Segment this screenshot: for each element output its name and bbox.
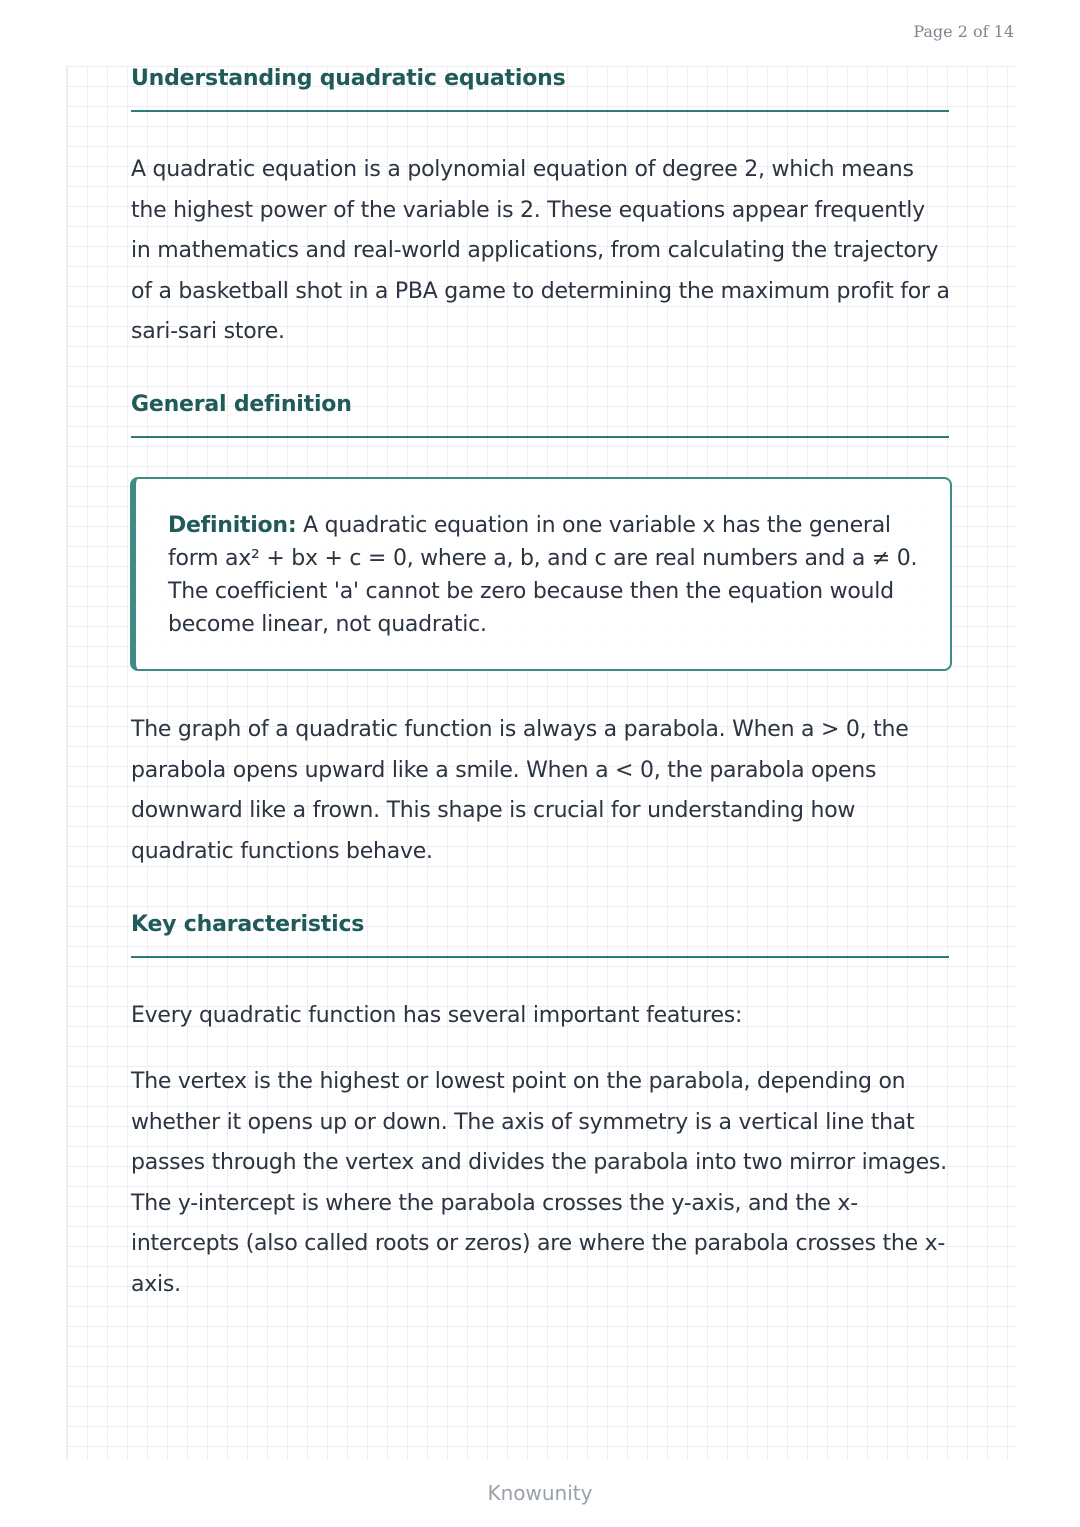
section-heading-characteristics: Key characteristics	[131, 912, 365, 937]
definition-text	[168, 509, 920, 641]
definition-label: Definition:	[168, 513, 297, 538]
definition-section	[131, 392, 949, 417]
characteristics-paragraph-block	[131, 1062, 951, 1305]
graph-paragraph: The graph of a quadratic function is always a parabola. When a > 0, the parabola opens upward like a smile. When a < 0, the parabola opens downward like a frown. This shape is crucial for understanding how quadratic functions behave.	[131, 717, 909, 864]
characteristics-intro-block	[131, 996, 949, 1037]
characteristics-paragraph: The vertex is the highest or lowest point on the parabola, depending on whether it opens up or down. The axis of symmetry is a vertical line that passes through the vertex and divides the parabola into two mirror images. The y-intercept is where the parabola crosses the y-axis, and the x-intercepts (also called roots or zeros) are where the parabola crosses the x-axis.	[131, 1069, 947, 1297]
intro-section	[131, 66, 949, 91]
characteristics-intro: Every quadratic function has several important features:	[131, 1003, 743, 1028]
intro-paragraph-block	[131, 150, 951, 353]
graph-paragraph-block	[131, 710, 951, 872]
section-heading-intro: Understanding quadratic equations	[131, 66, 566, 91]
intro-paragraph: A quadratic equation is a polynomial equation of degree 2, which means the highest power of the variable is 2. These equations appear frequently in mathematics and real-world applications, from calculating the trajectory of a basketball shot in a PBA game to determining the maximum profit for a sari-sari store.	[131, 157, 950, 344]
characteristics-section	[131, 912, 949, 937]
page-number: Page 2 of 14	[913, 22, 1014, 41]
section-divider	[131, 110, 949, 112]
section-divider	[131, 956, 949, 958]
definition-body: A quadratic equation in one variable x has the general form ax² + bx + c = 0, where a, b, and c are real numbers and a ≠ 0. The coefficient 'a' cannot be zero because then the equation would become linear, not quadratic.	[168, 513, 918, 637]
section-heading-definition: General definition	[131, 392, 352, 417]
section-divider	[131, 436, 949, 438]
brand-footer: Knowunity	[487, 1481, 593, 1505]
definition-callout	[130, 477, 952, 671]
